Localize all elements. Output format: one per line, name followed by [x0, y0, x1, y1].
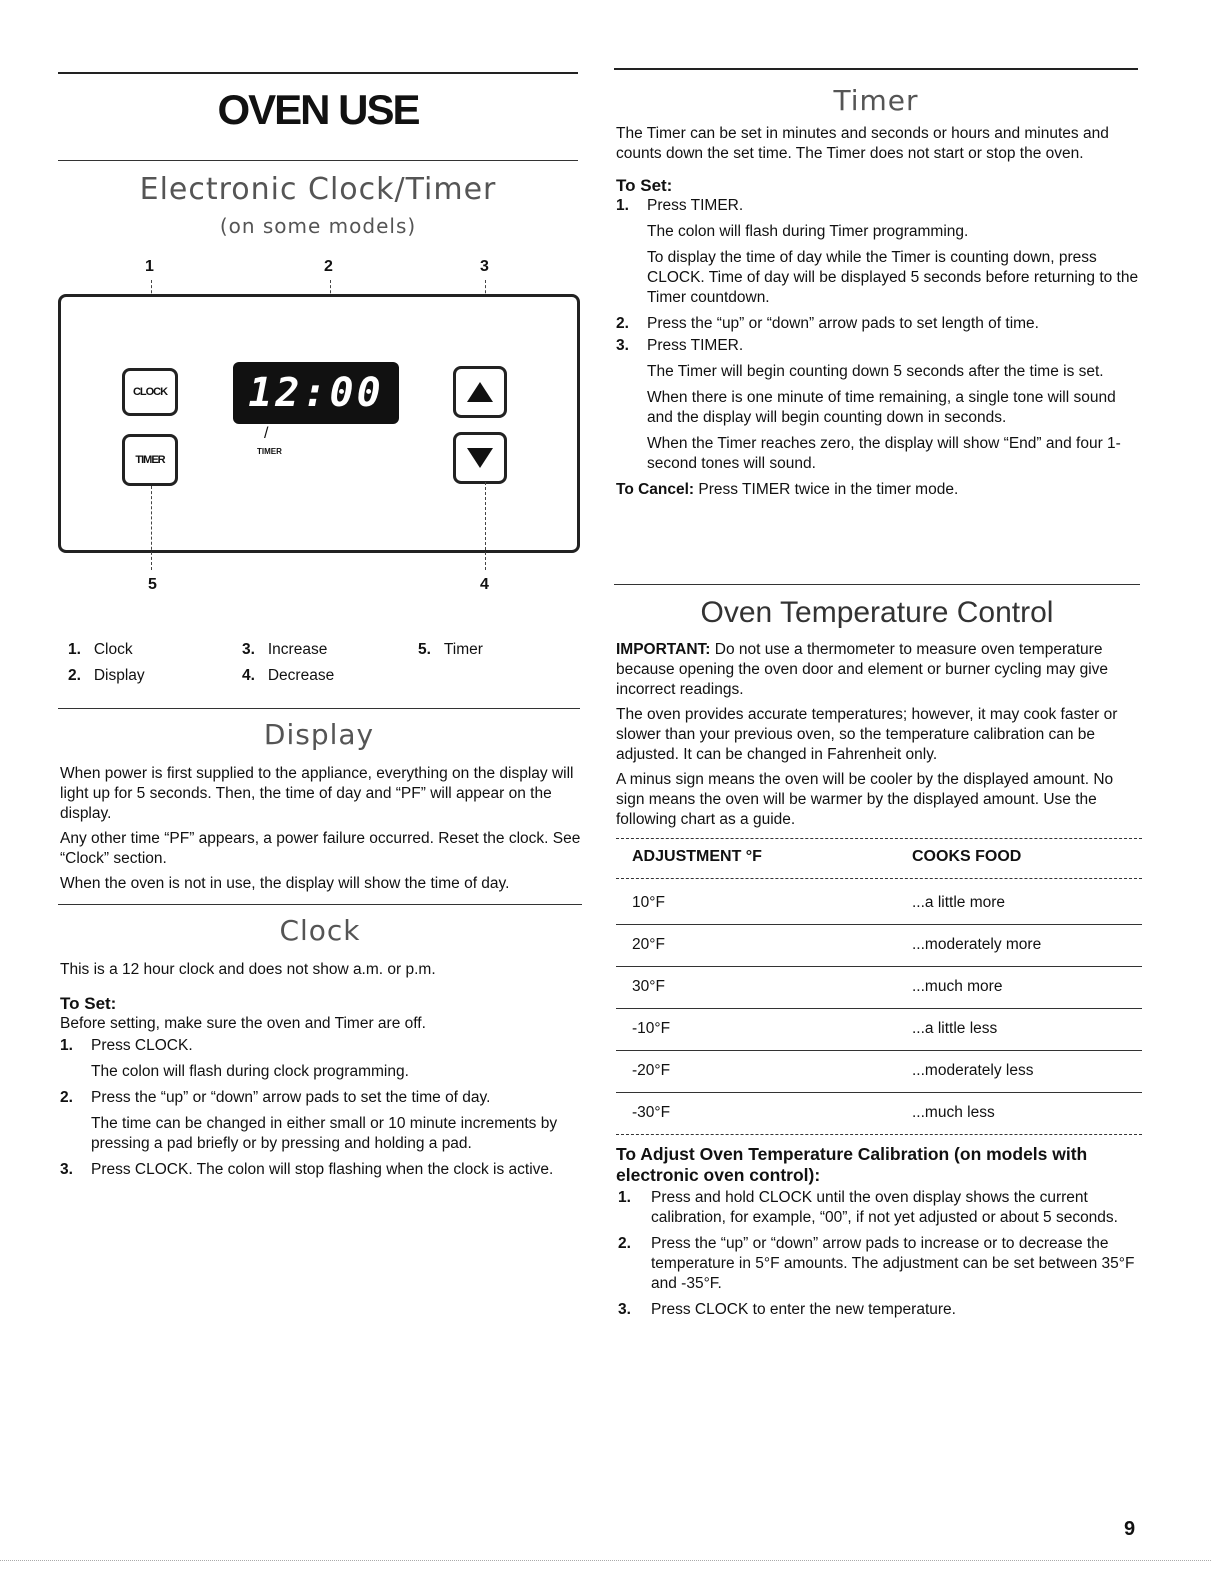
display-indicator-tick: /	[264, 425, 269, 442]
table-row: 30°F ...much more	[616, 966, 1142, 1009]
list-item: 1. Press CLOCK. The colon will flash during clock programming.	[60, 1037, 409, 1080]
legend-num: 2.	[68, 667, 81, 684]
adjust-calibration-heading: To Adjust Oven Temperature Calibration (on models with electronic oven control):	[616, 1144, 1088, 1185]
display-paragraph-3: When the oven is not in use, the display will show the time of day.	[60, 875, 510, 892]
timer-intro: The Timer can be set in minutes and seconds or hours and minutes and counts down the set time. The Timer does not start or stop the oven.	[616, 125, 1109, 162]
clock-heading: Clock	[279, 914, 361, 947]
legend-num: 4.	[242, 667, 255, 684]
temp-paragraph-2: The oven provides accurate temperatures; however, it may cook faster or slower than your previous oven, so the temperature calibration can be adjusted. It can be changed in Fahrenheit only.	[616, 706, 1118, 763]
leader-line-4	[485, 482, 486, 570]
table-row: 10°F ...a little more	[616, 882, 1142, 925]
temp-heading: Oven Temperature Control	[700, 596, 1054, 629]
timer-section	[616, 124, 1140, 500]
display-heading: Display	[263, 718, 375, 751]
legend-num: 3.	[242, 641, 255, 658]
timer-to-set: To Set:	[616, 176, 673, 195]
callout-4: 4	[480, 576, 489, 593]
table-top-rule	[616, 838, 1142, 839]
clock-intro: This is a 12 hour clock and does not show a.m. or p.m.	[60, 961, 436, 978]
title-rule	[58, 160, 578, 161]
table-header-cooks-food: COOKS FOOD	[912, 848, 1022, 865]
digital-display: 12:00	[233, 362, 399, 424]
page-number: 9	[1124, 1518, 1136, 1540]
list-item: 2. Press the “up” or “down” arrow pads to set the time of day. The time can be changed in either small or 10 minute increments by pressing a pad briefly or by pressing and holding a pad.	[60, 1089, 558, 1152]
down-arrow-pad	[453, 432, 507, 484]
leader-line-5	[151, 486, 152, 570]
clock-steps	[60, 1036, 584, 1180]
display-paragraph-1: When power is first supplied to the appliance, everything on the display will light up for 5 seconds. Then, the time of day and “PF” will appear on the display.	[60, 765, 574, 822]
legend-label: Increase	[267, 641, 328, 658]
temp-important: IMPORTANT: Do not use a thermometer to measure oven temperature because opening the oven door and element or burner cycling may give incorrect readings.	[616, 641, 1109, 698]
legend-num: 5.	[418, 641, 431, 658]
list-item: 1. Press TIMER. The colon will flash during Timer programming. To display the time of day while the Timer is counting down, press CLOCK. Time of day will be displayed 5 seconds before returning to the Timer countdown.	[616, 197, 1139, 306]
up-arrow-icon	[465, 380, 495, 404]
display-rule	[58, 708, 580, 709]
timer-cancel: To Cancel: Press TIMER twice in the timer mode.	[616, 481, 959, 498]
adjust-section	[616, 1188, 1142, 1320]
table-row: 20°F ...moderately more	[616, 924, 1142, 967]
up-arrow-pad	[453, 366, 507, 418]
legend-label: Display	[93, 667, 145, 684]
table-header-rule	[616, 878, 1142, 879]
callout-3: 3	[480, 258, 489, 275]
legend-num: 1.	[68, 641, 81, 658]
list-item: 3. Press CLOCK to enter the new temperature.	[618, 1301, 956, 1318]
legend	[68, 640, 578, 690]
timer-heading: Timer	[833, 84, 919, 117]
top-rule-left	[58, 72, 578, 74]
list-item: 2. Press the “up” or “down” arrow pads to set length of time.	[616, 315, 1039, 332]
callout-1: 1	[145, 258, 154, 275]
clock-rule	[58, 904, 582, 905]
down-arrow-icon	[465, 446, 495, 470]
list-item: 3. Press CLOCK. The colon will stop flashing when the clock is active.	[60, 1161, 554, 1178]
table-row: -20°F ...moderately less	[616, 1050, 1142, 1093]
temp-paragraph-3: A minus sign means the oven will be cooler by the displayed amount. No sign means the oven will be warmer by the displayed amount. Use the following chart as a guide.	[616, 771, 1114, 828]
clock-section	[60, 960, 584, 1180]
legend-label: Decrease	[267, 667, 335, 684]
temp-rule	[614, 584, 1140, 585]
display-paragraph-2: Any other time “PF” appears, a power failure occurred. Reset the clock. See “Clock” section.	[60, 830, 581, 867]
clock-pad: CLOCK	[122, 368, 178, 416]
bottom-edge-rule	[0, 1560, 1211, 1561]
list-item: 3. Press TIMER. The Timer will begin counting down 5 seconds after the time is set. When there is one minute of time remaining, a single tone will sound and the display will begin counting down in seconds. When the Timer reaches zero, the display will show “End” and four 1-second tones will sound.	[616, 337, 1121, 472]
legend-label: Timer	[443, 641, 483, 658]
page-title: OVEN USE	[217, 86, 419, 133]
table-header-adjustment: ADJUSTMENT °F	[632, 848, 762, 865]
table-row: -30°F ...much less	[616, 1092, 1142, 1135]
adjust-steps	[616, 1188, 1142, 1320]
clock-timer-heading: Electronic Clock/Timer	[139, 172, 497, 207]
callout-5: 5	[148, 576, 157, 593]
clock-to-set: To Set:	[60, 994, 117, 1013]
table-row: -10°F ...a little less	[616, 1008, 1142, 1051]
display-section	[60, 764, 584, 894]
temp-section	[616, 640, 1142, 830]
clock-before: Before setting, make sure the oven and Timer are off.	[60, 1015, 426, 1032]
list-item: 2. Press the “up” or “down” arrow pads to increase or to decrease the temperature in 5°F amounts. The adjustment can be set between 35°F and -35°F.	[618, 1235, 1135, 1292]
callout-2: 2	[324, 258, 333, 275]
top-rule-right	[614, 68, 1138, 70]
timer-pad: TIMER	[122, 434, 178, 486]
legend-label: Clock	[93, 641, 133, 658]
list-item: 1. Press and hold CLOCK until the oven display shows the current calibration, for example, “00”, if not yet adjusted or about 5 seconds.	[618, 1189, 1118, 1226]
display-timer-label: TIMER	[257, 447, 282, 456]
timer-steps	[616, 196, 1140, 474]
clock-timer-subheading: (on some models)	[219, 214, 417, 238]
